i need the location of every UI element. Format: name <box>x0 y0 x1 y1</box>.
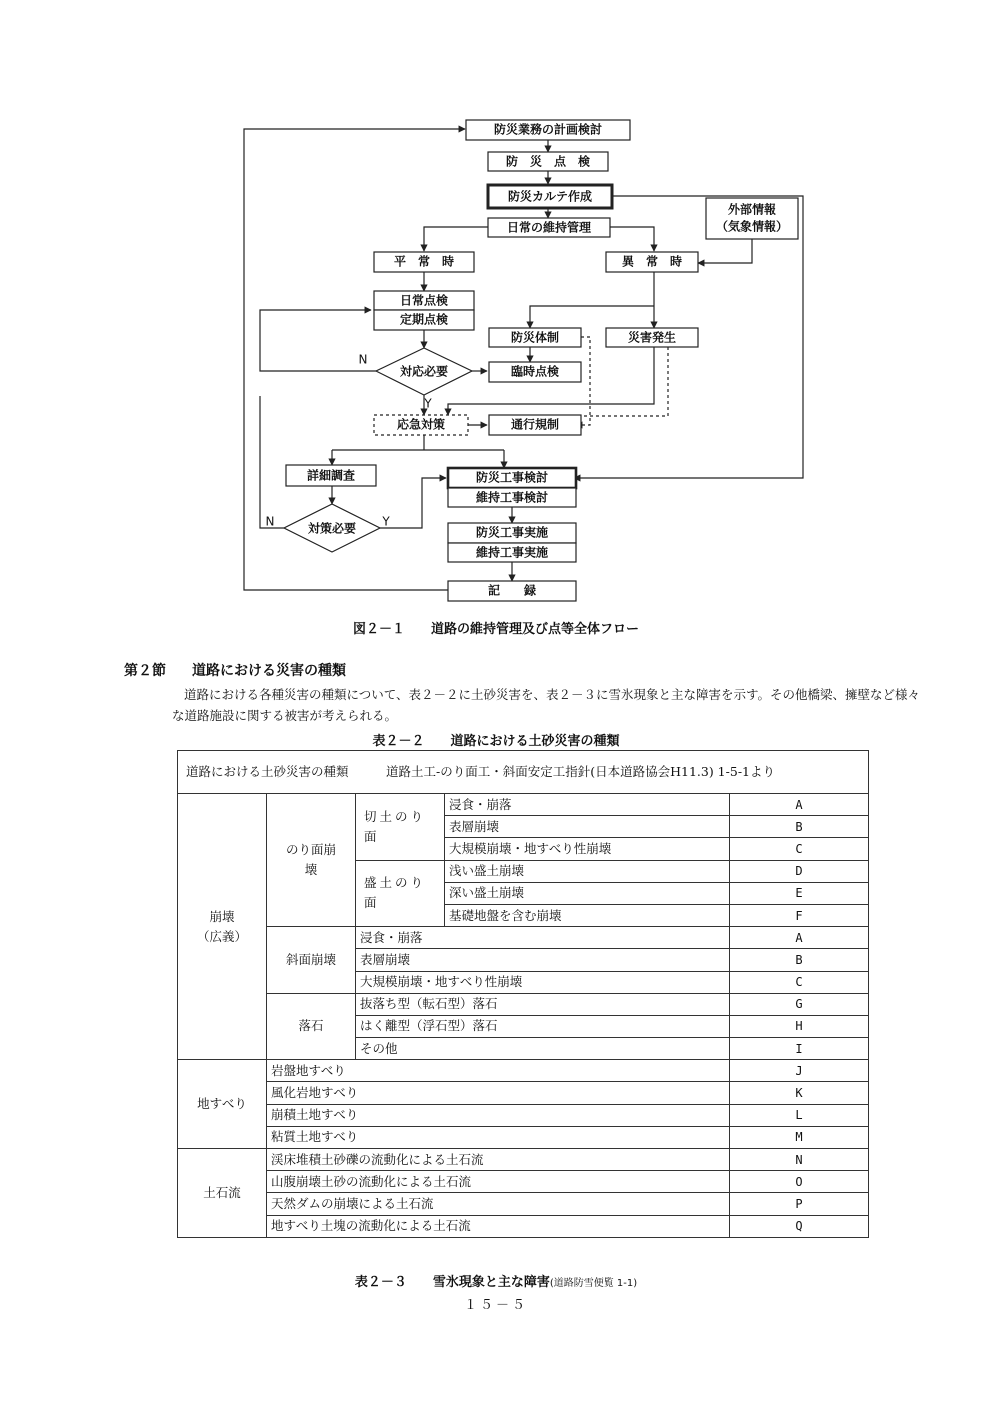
item: 表層崩壊 <box>445 816 730 838</box>
node-abnormal: 異 常 時 <box>621 254 683 269</box>
item: 基礎地盤を含む崩壊 <box>445 904 730 926</box>
code: L <box>730 1104 869 1126</box>
code: B <box>730 816 869 838</box>
table-row <box>178 993 869 1015</box>
code: F <box>730 904 869 926</box>
item: 地すべり土塊の流動化による土石流 <box>267 1215 730 1237</box>
node-maint-study: 維持工事検討 <box>475 490 549 505</box>
code: P <box>730 1193 869 1215</box>
code: M <box>730 1126 869 1148</box>
group-debris: 土石流 <box>178 1149 267 1238</box>
table3-source: (道路防雪便覧 1-1) <box>549 1278 638 1289</box>
sub-slope: のり面崩壊 <box>267 794 356 927</box>
item: 大規模崩壊・地すべり性崩壊 <box>356 971 730 993</box>
node-plan: 防災業務の計画検討 <box>493 122 603 137</box>
soil-disaster-table <box>177 750 869 1238</box>
group-landslide: 地すべり <box>178 1060 267 1149</box>
node-record: 記 録 <box>487 583 537 598</box>
group-collapse: 崩壊 （広義） <box>178 794 267 1060</box>
node-survey: 詳細調査 <box>306 468 356 483</box>
node-karte: 防災カルテ作成 <box>507 189 593 204</box>
node-periodic-check: 定期点検 <box>399 312 449 327</box>
code: B <box>730 949 869 971</box>
branch-y-1: Y <box>424 396 432 411</box>
code: O <box>730 1171 869 1193</box>
code: A <box>730 794 869 816</box>
table-row <box>178 1171 869 1193</box>
node-disaster: 災害発生 <box>627 330 677 345</box>
section-body: 道路における各種災害の種類について、表２－２に土砂災害を、表２－３に雪氷現象と主な障害を示す。その他橋梁、擁壁など様々な道路施設に関する被害が考えられる。 <box>172 687 921 723</box>
item: はく離型（浮石型）落石 <box>356 1015 730 1037</box>
code: J <box>730 1060 869 1082</box>
branch-y-2: Y <box>382 514 390 529</box>
table-row <box>178 1060 869 1082</box>
table3-title: 表２－３ 雪氷現象と主な障害 <box>354 1275 550 1290</box>
table-row <box>178 1215 869 1237</box>
item: 崩積土地すべり <box>267 1104 730 1126</box>
figure-caption: 図２－１ 道路の維持管理及び点等全体フロー <box>352 622 639 637</box>
table-row <box>178 1104 869 1126</box>
table2-caption: 表２－２ 道路における土砂災害の種類 <box>372 734 620 749</box>
item: 渓床堆積土砂礫の流動化による土石流 <box>267 1149 730 1171</box>
item: 山腹崩壊土砂の流動化による土石流 <box>267 1171 730 1193</box>
node-work-exec: 防災工事実施 <box>475 525 549 540</box>
table-row <box>178 1193 869 1215</box>
node-external-sub: （気象情報） <box>715 219 789 234</box>
section-number: 第２節 <box>124 663 166 679</box>
node-inspect: 防 災 点 検 <box>505 154 591 169</box>
node-daily-mgmt: 日常の維持管理 <box>506 220 592 235</box>
item: 風化岩地すべり <box>267 1082 730 1104</box>
node-work-study: 防災工事検討 <box>475 470 549 485</box>
table-row <box>178 927 869 949</box>
item: 表層崩壊 <box>356 949 730 971</box>
item: 浸食・崩落 <box>445 794 730 816</box>
code: Q <box>730 1215 869 1237</box>
node-maint-exec: 維持工事実施 <box>475 545 549 560</box>
item: 深い盛土崩壊 <box>445 882 730 904</box>
node-external: 外部情報 <box>727 202 777 217</box>
table-row <box>178 1082 869 1104</box>
code: I <box>730 1038 869 1060</box>
item: 大規模崩壊・地すべり性崩壊 <box>445 838 730 860</box>
item: 天然ダムの崩壊による土石流 <box>267 1193 730 1215</box>
node-system: 防災体制 <box>510 330 560 345</box>
node-normal: 平 常 時 <box>393 254 455 269</box>
sub-cut: 切土のり面 <box>356 794 445 861</box>
page-number: １５－５ <box>463 1298 528 1313</box>
item: 浸食・崩落 <box>356 927 730 949</box>
branch-n-1: N <box>358 352 368 367</box>
code: H <box>730 1015 869 1037</box>
section-title: 道路における災害の種類 <box>192 663 346 679</box>
table-row <box>178 1149 869 1171</box>
code: K <box>730 1082 869 1104</box>
node-temp-check: 臨時点検 <box>510 364 560 379</box>
sub-rockfall: 落石 <box>267 993 356 1060</box>
code: E <box>730 882 869 904</box>
table-row <box>178 1126 869 1148</box>
item: 抜落ち型（転石型）落石 <box>356 993 730 1015</box>
sub-fill: 盛土のり面 <box>356 860 445 927</box>
code: N <box>730 1149 869 1171</box>
item: 岩盤地すべり <box>267 1060 730 1082</box>
flowchart <box>236 112 836 608</box>
branch-n-2: N <box>265 514 275 529</box>
node-need-response: 対応必要 <box>399 364 449 379</box>
node-emergency: 応急対策 <box>396 417 446 432</box>
table-header: 道路における土砂災害の種類 道路土工-のり面工・斜面安定工指針(日本道路協会H11.3) 1-5-1より <box>178 751 869 794</box>
item: その他 <box>356 1038 730 1060</box>
item: 粘質土地すべり <box>267 1126 730 1148</box>
code: C <box>730 838 869 860</box>
node-need-measure: 対策必要 <box>307 521 357 536</box>
code: D <box>730 860 869 882</box>
table3-caption <box>0 1271 992 1290</box>
sub-hillside: 斜面崩壊 <box>267 927 356 994</box>
node-traffic: 通行規制 <box>510 417 560 432</box>
node-daily-check: 日常点検 <box>399 293 449 308</box>
code: G <box>730 993 869 1015</box>
code: C <box>730 971 869 993</box>
item: 浅い盛土崩壊 <box>445 860 730 882</box>
table-row <box>178 794 869 816</box>
section-heading <box>124 660 346 680</box>
code: A <box>730 927 869 949</box>
